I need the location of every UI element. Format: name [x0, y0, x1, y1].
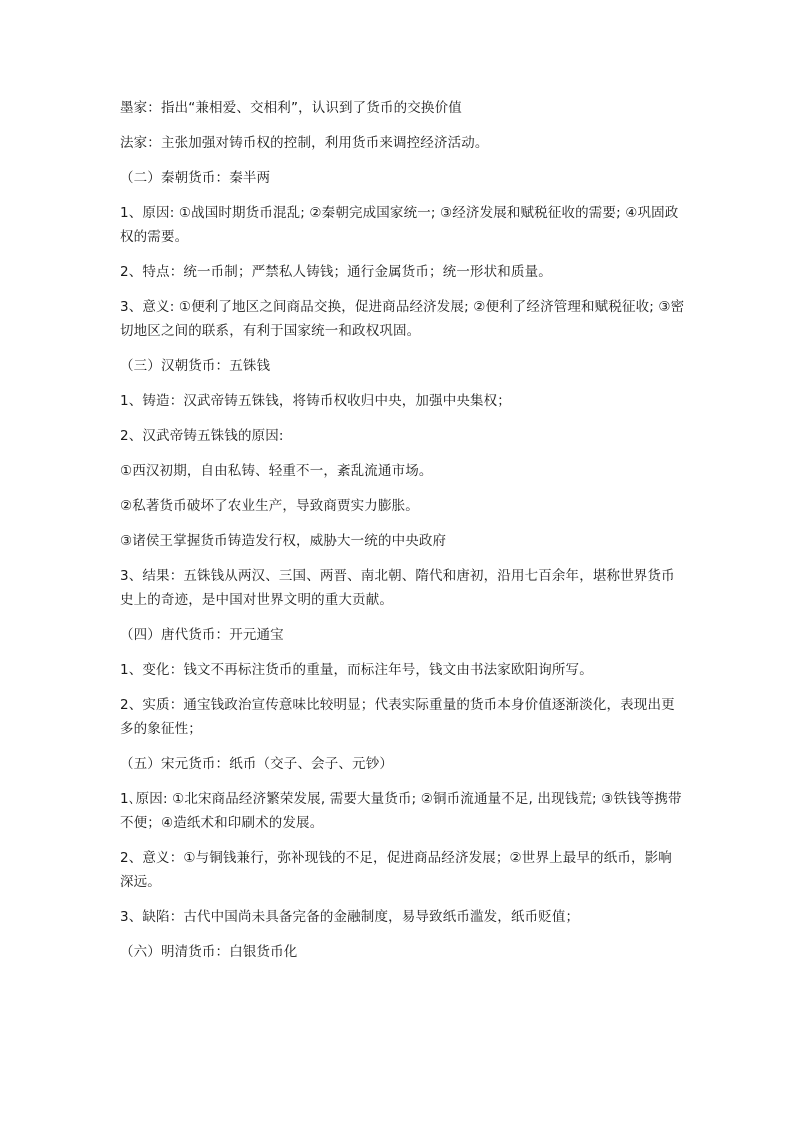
section-heading-ming: （六）明清货币：白银货币化: [120, 944, 298, 960]
paragraph-qin-reason: 1、原因: ①战国时期货币混乱; ②秦朝完成国家统一; ③经济发展和赋税征收的需要; ④巩固政权的需要。: [120, 205, 679, 245]
document-body: [120, 96, 685, 975]
paragraph-tang-change: 1、变化：钱文不再标注货币的重量，而标注年号，钱文由书法家欧阳询所写。: [120, 662, 593, 678]
paragraph-han-result: 3、结果：五铢钱从两汉、三国、两晋、南北朝、隋代和唐初，沿用七百余年，堪称世界货币史上的奇迹，是中国对世界文明的重大贡献。: [120, 568, 675, 608]
section-heading-qin: （二）秦朝货币：秦半两: [120, 170, 271, 186]
section-heading-han: （三）汉朝货币：五铢钱: [120, 358, 271, 374]
section-heading-tang: （四）唐代货币：开元通宝: [120, 627, 284, 643]
paragraph-song-defect: 3、缺陷：古代中国尚未具备完备的金融制度，易导致纸币滥发，纸币贬值；: [120, 909, 580, 925]
paragraph-mojia: 墨家：指出“兼相爱、交相利”，认识到了货币的交换价值: [120, 100, 462, 116]
paragraph-han-reason-2: ②私著货币破坏了农业生产，导致商贾实力膨胀。: [120, 498, 419, 514]
paragraph-qin-significance: 3、意义: ①便利了地区之间商品交换，促进商品经济发展; ②便利了经济管理和赋税征收; ③密切地区之间的联系，有利于国家统一和政权巩固。: [120, 299, 685, 339]
paragraph-han-reason-title: 2、汉武帝铸五铢钱的原因:: [120, 428, 284, 444]
paragraph-han-reason-3: ③诸侯王掌握货币铸造发行权，威胁大一统的中央政府: [120, 533, 447, 549]
paragraph-han-minting: 1、铸造：汉武帝铸五铢钱，将铸币权收归中央，加强中央集权；: [120, 393, 511, 409]
paragraph-song-significance: 2、意义：①与铜钱兼行，弥补现钱的不足，促进商品经济发展；②世界上最早的纸币，影响深远。: [120, 850, 672, 890]
section-heading-song: （五）宋元货币：纸币（交子、会子、元钞）: [120, 756, 393, 772]
paragraph-tang-essence: 2、实质：通宝钱政治宣传意味比较明显；代表实际重量的货币本身价值逐渐淡化，表现出更多的象征性；: [120, 697, 675, 737]
paragraph-qin-feature: 2、特点：统一币制；严禁私人铸钱；通行金属货币；统一形状和质量。: [120, 264, 552, 280]
paragraph-fajia: 法家：主张加强对铸币权的控制，利用货币来调控经济活动。: [120, 135, 489, 151]
paragraph-song-reason: 1､原因: ①北宋商品经济繁荣发展, 需要大量货币; ②铜币流通量不足, 出现钱荒; ③铁钱等携带不便；④造纸术和印刷术的发展。: [120, 791, 682, 831]
paragraph-han-reason-1: ①西汉初期，自由私铸、轻重不一，紊乱流通市场。: [120, 463, 433, 479]
